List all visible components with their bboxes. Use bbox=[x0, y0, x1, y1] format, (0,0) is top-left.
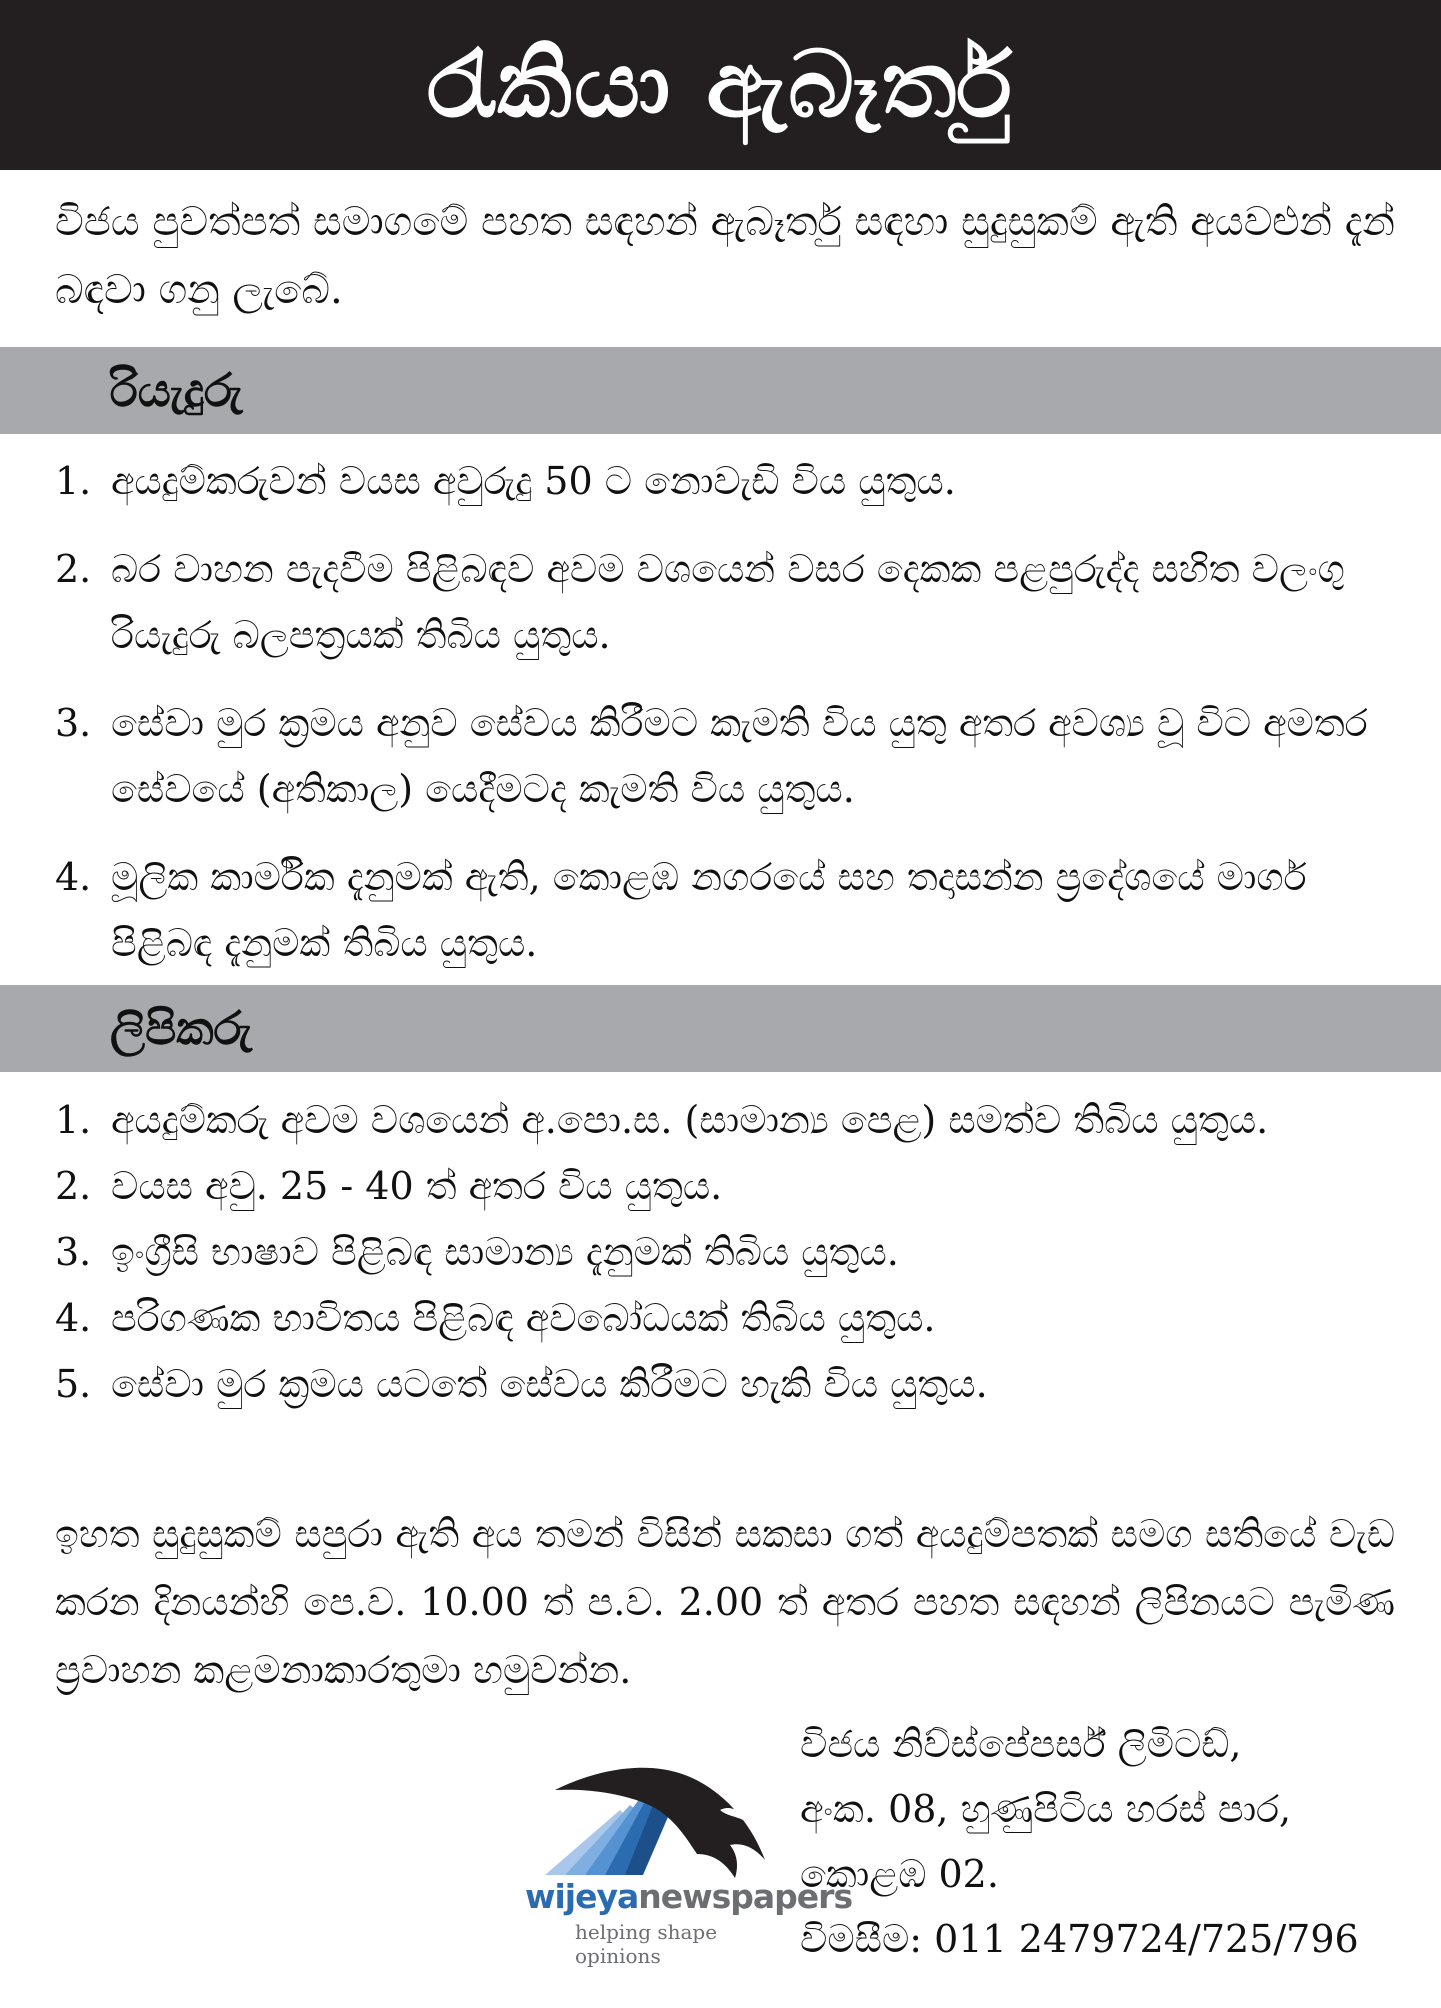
address-line: අංක. 08, හුණුපිටිය හරස් පාර, bbox=[800, 1787, 1292, 1831]
section-band-clerk bbox=[0, 985, 1441, 1072]
section-title-driver: රියැදුරු bbox=[110, 362, 243, 417]
item-number: 4. bbox=[55, 855, 92, 899]
section-title-clerk: ලිපිකරු bbox=[110, 1000, 253, 1055]
section-band-driver bbox=[0, 347, 1441, 434]
address-line: විජය නිව්ස්පේපර්ස් ලිමිටඩ්, bbox=[800, 1722, 1242, 1766]
item-number: 4. bbox=[55, 1296, 92, 1340]
item-text: අයදුම්කරුවන් වයස අවුරුදු 50 ට නොවැඩි විය යුතුය. bbox=[111, 459, 956, 503]
item-text: මූලික කාර්මික දැනුමක් ඇති, කොළඹ නගරයේ සහ තදාසන්න ප්‍රදේශයේ මාර්ග පිළිබඳ දැනුමක් තිබිය යුතුය. bbox=[111, 855, 1307, 965]
list-item bbox=[55, 1153, 1375, 1219]
driver-requirements-list bbox=[55, 448, 1375, 998]
ad-title: රැකියා ඇබෑර්තු bbox=[427, 30, 1014, 138]
list-item bbox=[55, 1087, 1375, 1153]
contact-address bbox=[800, 1712, 1400, 1972]
wijeya-logo bbox=[525, 1750, 853, 1968]
list-item bbox=[55, 1219, 1375, 1285]
item-text: අයදුම්කරු අවම වශයෙන් අ.පො.ස. (සාමාන්‍ය පෙළ) සමත්ව තිබිය යුතුය. bbox=[111, 1098, 1269, 1142]
eagle-logo-icon bbox=[525, 1750, 785, 1880]
list-item bbox=[55, 448, 1375, 514]
clerk-requirements-list bbox=[55, 1087, 1375, 1417]
item-text: සේවා මුර ක්‍රමය අනුව සේවය කිරීමට කැමති විය යුතු අතර අවශ්‍ය වූ විට අමතර සේවයේ (අතිකාල) යෙදීමටද කැමති විය යුතුය. bbox=[111, 701, 1368, 811]
item-number: 2. bbox=[55, 547, 92, 591]
item-number: 2. bbox=[55, 1164, 92, 1208]
item-text: බර වාහන පැදවීම පිළිබඳව අවම වශයෙන් වසර දෙකක පළපුරුද්ද සහිත වලංගු රියැදුරු බලපත්‍රයක් තිබිය යුතුය. bbox=[111, 547, 1345, 657]
ad-header bbox=[0, 0, 1441, 170]
item-number: 1. bbox=[55, 1098, 92, 1142]
item-number: 3. bbox=[55, 701, 92, 745]
logo-brand-part1: wijeya bbox=[525, 1877, 639, 1916]
list-item bbox=[55, 536, 1375, 668]
list-item bbox=[55, 1285, 1375, 1351]
contact-phone: විමසීම: 011 2479724/725/796 bbox=[800, 1917, 1359, 1961]
address-line: කොළඹ 02. bbox=[800, 1852, 999, 1896]
list-item bbox=[55, 844, 1375, 976]
intro-paragraph: විජය පුවත්පත් සමාගමේ පහත සඳහන් ඇබෑර්තු සඳහා සුදුසුකම් ඇති අයවළුන් දැන් බඳවා ගනු ලැබේ. bbox=[55, 199, 1395, 313]
item-number: 3. bbox=[55, 1230, 92, 1274]
logo-tagline: helping shape opinions bbox=[575, 1920, 718, 1968]
logo-brand bbox=[525, 1877, 853, 1916]
list-item bbox=[55, 1351, 1375, 1417]
list-item bbox=[55, 690, 1375, 822]
item-number: 5. bbox=[55, 1362, 92, 1406]
logo-brand-part2: newspapers bbox=[638, 1877, 853, 1916]
item-text: වයස අවු. 25 - 40 ත් අතර විය යුතුය. bbox=[111, 1164, 723, 1208]
item-text: සේවා මුර ක්‍රමය යටතේ සේවය කිරීමට හැකි විය යුතුය. bbox=[111, 1362, 988, 1406]
closing-paragraph: ඉහත සුදුසුකම් සපුරා ඇති අය තමන් විසින් සකසා ගත් අයදුම්පතක් සමග සතියේ වැඩ කරන දිනයන්හි පෙ.ව. 10.00 ත් ප.ව. 2.00 ත් අතර පහත සඳහන් ලිපිනයට පැමිණ ප්‍රවාහන කළමනාකාරතුමා හමුවන්න. bbox=[55, 1512, 1395, 1692]
item-number: 1. bbox=[55, 459, 92, 503]
item-text: පරිගණක භාවිතය පිළිබඳ අවබෝධයක් තිබිය යුතුය. bbox=[111, 1296, 936, 1340]
item-text: ඉංග්‍රීසි භාෂාව පිළිබඳ සාමාන්‍ය දැනුමක් තිබිය යුතුය. bbox=[111, 1230, 899, 1274]
